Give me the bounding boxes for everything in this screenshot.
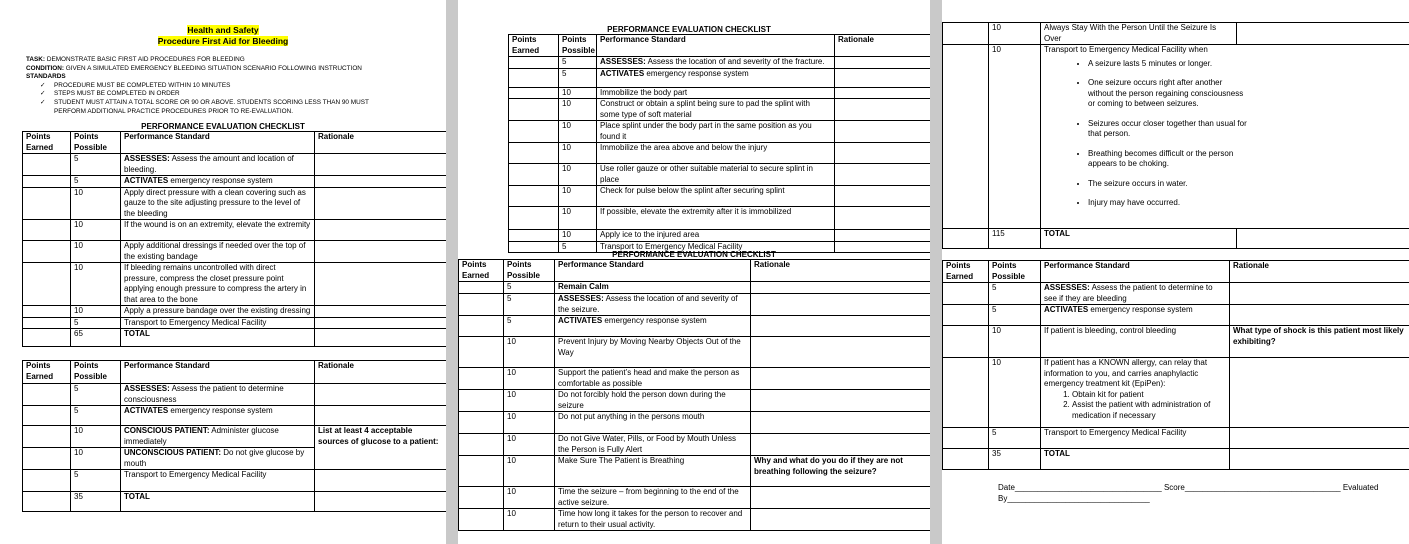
table-row: 10 Always Stay With the Person Until the Seizure Is Over bbox=[943, 23, 1409, 45]
task-text: DEMONSTRATE BASIC FIRST AID PROCEDURES FOR BLEEDING bbox=[46, 56, 245, 63]
table-header-row bbox=[23, 361, 447, 384]
table-row: 5 ACTIVATES emergency response system bbox=[23, 406, 447, 426]
fracture-checklist-table bbox=[508, 34, 930, 253]
table-row: 10 Support the patient’s head and make the person as comfortable as possible bbox=[459, 368, 931, 390]
header-points-possible: Points Possible bbox=[71, 132, 121, 154]
header-rationale: Rationale bbox=[315, 361, 447, 384]
header-points-earned: Points Earned bbox=[23, 132, 71, 154]
glucose-rationale: List at least 4 acceptable sources of glucose to a patient: bbox=[315, 426, 447, 470]
epipen-steps-list bbox=[1044, 390, 1226, 422]
checkmark-icon: ✓ bbox=[40, 98, 46, 106]
task-label: TASK: bbox=[26, 56, 46, 63]
table-row: 10 If the wound is on an extremity, elevate the extremity bbox=[23, 220, 447, 241]
rationale-cell[interactable] bbox=[315, 220, 447, 241]
list-item: • One seizure occurs right after another without the person regaining consciousness or coming to between seizures. bbox=[1088, 78, 1248, 110]
header-performance-standard: Performance Standard bbox=[597, 35, 835, 57]
header-points-possible: Points Possible bbox=[559, 35, 597, 57]
score-field[interactable]: ___________________________________ bbox=[1184, 483, 1341, 492]
checklist-title-2: PERFORMANCE EVALUATION CHECKLIST bbox=[612, 250, 776, 259]
title-line-1: Health and Safety bbox=[187, 25, 259, 35]
by-label: By bbox=[998, 494, 1008, 503]
shock-checklist-table bbox=[942, 260, 1409, 470]
total-label: TOTAL bbox=[121, 329, 315, 347]
table-row: 5 ASSESSES: Assess the patient to determine to see if they are bleeding bbox=[943, 283, 1409, 305]
total-row bbox=[943, 229, 1409, 249]
page-title bbox=[0, 25, 446, 47]
table-row: 10 Construct or obtain a splint being sure to pad the splint with some type of soft material bbox=[509, 99, 931, 121]
checklist-title: PERFORMANCE EVALUATION CHECKLIST bbox=[607, 25, 771, 34]
seizure-continued-table bbox=[942, 22, 1409, 249]
header-rationale: Rationale bbox=[751, 260, 931, 282]
list-item: 2. Assist the patient with administration of medication if necessary bbox=[1072, 400, 1226, 421]
header-performance-standard: Performance Standard bbox=[1041, 261, 1230, 283]
header-points-earned: Points Earned bbox=[943, 261, 989, 283]
table-row: 5 Transport to Emergency Medical Facility bbox=[509, 241, 931, 253]
condition-text: GIVEN A SIMULATED EMERGENCY BLEEDING SITUATION SCENARIO FOLLOWING INSTRUCTION bbox=[65, 64, 362, 72]
table-row: 10 Immobilize the body part bbox=[509, 87, 931, 99]
table-row: 5 Remain Calm bbox=[459, 282, 931, 294]
total-row bbox=[23, 492, 447, 512]
table-row: 5 ASSESSES: Assess the amount and location of bleeding. bbox=[23, 154, 447, 176]
total-label: TOTAL bbox=[121, 492, 315, 512]
table-row: 10 Do not put anything in the persons mouth bbox=[459, 412, 931, 434]
table-row: 5 ASSESSES: Assess the location of and severity of the fracture. bbox=[509, 57, 931, 69]
rationale-cell[interactable] bbox=[315, 154, 447, 176]
header-performance-standard: Performance Standard bbox=[121, 132, 315, 154]
table-row: 10 Immobilize the area above and below the injury bbox=[509, 143, 931, 164]
seizure-checklist-table bbox=[458, 259, 930, 531]
table-row: 10 Time the seizure – from beginning to the end of the active seizure. bbox=[459, 487, 931, 509]
header-performance-standard: Performance Standard bbox=[121, 361, 315, 384]
table-row: 10 Prevent Injury by Moving Nearby Objects Out of the Way bbox=[459, 337, 931, 368]
condition-label: CONDITION: bbox=[26, 64, 64, 72]
table-row: 10 Check for pulse below the splint after securing splint bbox=[509, 186, 931, 207]
header-points-possible: Points Possible bbox=[71, 361, 121, 384]
list-item: ✓ STEPS MUST BE COMPLETED IN ORDER bbox=[40, 90, 180, 98]
table-row: 5 ACTIVATES emergency response system bbox=[943, 305, 1409, 326]
total-points: 65 bbox=[71, 329, 121, 347]
table-row: 10 Use roller gauze or other suitable material to secure splint in place bbox=[509, 164, 931, 186]
table-row: 5 ACTIVATES emergency response system bbox=[23, 176, 447, 188]
list-item: • A seizure lasts 5 minutes or longer. bbox=[1088, 59, 1248, 70]
checklist-title: PERFORMANCE EVALUATION CHECKLIST bbox=[141, 122, 305, 131]
checkmark-icon: ✓ bbox=[40, 90, 46, 98]
list-item: 1. Obtain kit for patient bbox=[1072, 390, 1226, 401]
table-row: 10 Apply a pressure bandage over the existing dressing bbox=[23, 306, 447, 318]
header-rationale: Rationale bbox=[1230, 261, 1409, 283]
document-page-3 bbox=[942, 0, 1409, 544]
document-page-1 bbox=[0, 0, 446, 544]
table-row: 10 Apply ice to the injured area bbox=[509, 230, 931, 242]
transport-criteria-list bbox=[1044, 59, 1248, 209]
table-row: 10 Place splint under the body part in the same position as you found it bbox=[509, 121, 931, 143]
bleeding-checklist-table bbox=[22, 131, 446, 347]
rationale-cell[interactable] bbox=[315, 176, 447, 188]
total-points: 115 bbox=[989, 229, 1041, 249]
list-item: ✓ PROCEDURE MUST BE COMPLETED WITHIN 10 MINUTES bbox=[40, 81, 231, 89]
glucose-checklist-table bbox=[22, 360, 446, 512]
total-label: TOTAL bbox=[1041, 229, 1237, 249]
document-page-2 bbox=[458, 0, 930, 544]
shock-rationale: What type of shock is this patient most likely exhibiting? bbox=[1230, 326, 1409, 358]
rationale-cell[interactable] bbox=[315, 317, 447, 329]
header-rationale: Rationale bbox=[315, 132, 447, 154]
list-item: • Injury may have occurred. bbox=[1088, 198, 1248, 209]
table-row: 10 Do not Give Water, Pills, or Food by Mouth Unless the Person is Fully Alert bbox=[459, 434, 931, 456]
header-points-earned: Points Earned bbox=[459, 260, 504, 282]
table-row: 5 ACTIVATES emergency response system bbox=[509, 68, 931, 87]
total-label: TOTAL bbox=[1041, 449, 1230, 470]
table-row: 5 Transport to Emergency Medical Facility bbox=[23, 317, 447, 329]
list-item: ✓ STUDENT MUST ATTAIN A TOTAL SCORE OR 90 OR ABOVE. STUDENTS SCORING LESS THAN 90 MUST PERFORM ADDITIONAL PRACTICE PROCEDURES PRIOR TO RE-EVALUATION. bbox=[40, 98, 369, 115]
table-header-row bbox=[509, 35, 931, 57]
evaluated-label: Evaluated bbox=[1342, 483, 1379, 492]
rationale-cell[interactable] bbox=[315, 241, 447, 263]
table-row: 10 Apply direct pressure with a clean covering such as gauze to the site adjusting pressure to the level of the bleeding bbox=[23, 187, 447, 220]
table-row: 10 Transport to Emergency Medical Facility when • A seizure lasts 5 minutes or longer. • One seizure occurs right after another without the person regaining consciousness or coming to between seizures. • Seizures occur closer together than usual for that person. • Breathing becomes difficult or the person appears to be choking. • The seizure occurs in water. • Injury may have occurred. bbox=[943, 45, 1409, 229]
table-row: 5 Transport to Emergency Medical Facility bbox=[23, 470, 447, 492]
task-block bbox=[26, 56, 386, 116]
evaluator-field[interactable]: ________________________________ bbox=[1007, 494, 1150, 503]
table-row: 10 CONSCIOUS PATIENT: Administer glucose immediately List at least 4 acceptable sources of glucose to a patient: bbox=[23, 426, 447, 448]
table-header-row bbox=[23, 132, 447, 154]
header-rationale: Rationale bbox=[835, 35, 931, 57]
list-item: • The seizure occurs in water. bbox=[1088, 179, 1248, 190]
header-performance-standard: Performance Standard bbox=[555, 260, 751, 282]
table-row: 5 ASSESSES: Assess the patient to determine consciousness bbox=[23, 384, 447, 406]
table-row: 10 Time how long it takes for the person to recover and return to their usual activity. bbox=[459, 509, 931, 531]
table-row: 10 Make Sure The Patient is Breathing Why and what do you do if they are not breathing following the seizure? bbox=[459, 456, 931, 487]
table-row: 10 If possible, elevate the extremity after it is immobilized bbox=[509, 207, 931, 230]
standards-label: STANDARDS bbox=[26, 73, 66, 81]
table-row: 10 If patient has a KNOWN allergy, can relay that information to you, and carries anaphylactic emergency treatment kit (EpiPen): 1. Obtain kit for patient 2. Assist the patient with administration of medication if necessary bbox=[943, 358, 1409, 428]
total-row bbox=[943, 449, 1409, 470]
table-header-row bbox=[459, 260, 931, 282]
header-points-earned: Points Earned bbox=[23, 361, 71, 384]
header-points-earned: Points Earned bbox=[509, 35, 559, 57]
rationale-cell[interactable] bbox=[315, 306, 447, 318]
standards-list bbox=[26, 82, 386, 116]
table-row: 10 UNCONSCIOUS PATIENT: Do not give glucose by mouth bbox=[23, 448, 447, 470]
score-label: Score bbox=[1163, 483, 1185, 492]
rationale-cell[interactable] bbox=[315, 187, 447, 220]
table-row: 5 ACTIVATES emergency response system bbox=[459, 316, 931, 337]
table-row: 10 Apply additional dressings if needed over the top of the existing bandage bbox=[23, 241, 447, 263]
list-item: • Breathing becomes difficult or the person appears to be choking. bbox=[1088, 149, 1248, 170]
table-header-row bbox=[943, 261, 1409, 283]
table-row: 10 Do not forcibly hold the person down during the seizure bbox=[459, 390, 931, 412]
total-row bbox=[23, 329, 447, 347]
seizure-rationale: Why and what do you do if they are not breathing following the seizure? bbox=[751, 456, 931, 487]
checkmark-icon: ✓ bbox=[40, 81, 46, 89]
table-row: 10 If patient is bleeding, control bleeding What type of shock is this patient most likely exhibiting? bbox=[943, 326, 1409, 358]
date-label: Date bbox=[998, 483, 1015, 492]
table-row: 5 ASSESSES: Assess the location of and severity of the seizure. bbox=[459, 294, 931, 316]
list-item: • Seizures occur closer together than usual for that person. bbox=[1088, 119, 1248, 140]
table-row: 5 Transport to Emergency Medical Facility bbox=[943, 428, 1409, 449]
total-points: 35 bbox=[989, 449, 1041, 470]
title-line-2: Procedure First Aid for Bleeding bbox=[157, 36, 289, 46]
date-field[interactable]: _________________________________ bbox=[1014, 483, 1162, 492]
header-points-possible: Points Possible bbox=[989, 261, 1041, 283]
rationale-cell[interactable] bbox=[315, 263, 447, 306]
total-points: 35 bbox=[71, 492, 121, 512]
table-row: 10 If bleeding remains uncontrolled with direct pressure, compress the closet pressure point applying enough pressure to compress the artery in that area to the bone bbox=[23, 263, 447, 306]
evaluation-footer bbox=[998, 482, 1398, 504]
header-points-possible: Points Possible bbox=[504, 260, 555, 282]
